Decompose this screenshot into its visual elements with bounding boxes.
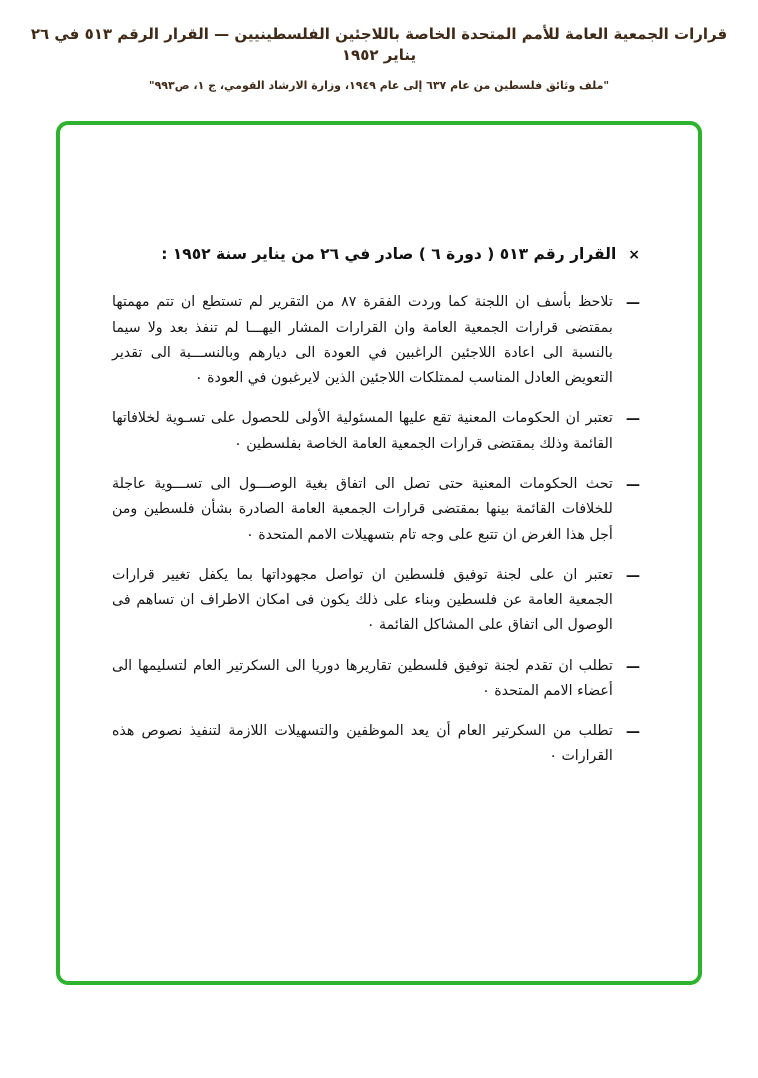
paragraph-text: تحث الحكومات المعنية حتى تصل الى اتفاق بغية الوصـــول الى تســـوية عاجلة للخلافات القائمة بينها بمقتضى قرارات الجمعية العامة الصادرة بشأن فلسطين ومن أجل هذا الغرض ان تتبع على وجه تام بتسهيلات الامم المتحدة ٠ [112,475,613,543]
paragraph [112,719,640,770]
page-header [0,24,758,93]
dash-marker: — [625,411,640,428]
paragraph [112,654,640,705]
paragraph-text: تعتبر ان الحكومات المعنية تقع عليها المسئولية الأولى للحصول على تسـوية لخلافاتها القائمة وذلك بمقتضى قرارات الجمعية العامة الخاصة بفلسطين ٠ [112,410,613,452]
paragraph-text: تعتبر ان على لجنة توفيق فلسطين ان تواصل مجهوداتها بما يكفل تغيير قرارات الجمعية العامة عن فلسطين وبناء على ذلك يكون فى امكان الاطراف ان تساهم فى الوصول الى اتفاق على المشاكل القائمة ٠ [112,566,613,634]
document-content [60,125,698,770]
resolution-title: القرار رقم ٥١٣ ( دورة ٦ ) صادر في ٢٦ من يناير سنة ١٩٥٢ : [161,245,617,263]
paragraph [112,563,640,639]
paragraph [112,406,640,457]
dash-marker: — [625,476,640,493]
paragraph-text: تلاحظ بأسف ان اللجنة كما وردت الفقرة ٨٧ من التقرير لم تستطع ان تتم مهمتها بمقتضى قرارات الجمعية العامة وان القرارات المشار اليهـــا لم تنفذ بعد ولا سيما بالنسبة الى اعادة اللاجئين الراغبين في العودة الى ديارهم وبالنســـبة الى تقدير التعويض العادل المناسب لممتلكات اللاجئين الذين لايرغبون في العودة ٠ [112,294,613,387]
paragraph-text: تطلب من السكرتير العام أن يعد الموظفين والتسهيلات اللازمة لتنفيذ نصوص هذه القرارات ٠ [112,723,613,765]
header-source-citation: "ملف وثائق فلسطين من عام ٦٣٧ إلى عام ١٩٤٩، وزارة الارشاد القومي، ج ١، ص٩٩٣" [148,79,610,92]
dash-marker: — [625,658,640,675]
dash-marker: — [625,724,640,741]
dash-marker: — [625,567,640,584]
document-frame [56,121,702,985]
paragraph [112,472,640,548]
header-title: قرارات الجمعية العامة للأمم المتحدة الخاصة باللاجئين الفلسطينيين — القرار الرقم ٥١٣ في ٢٦ يناير ١٩٥٢ [30,25,728,64]
title-x-marker: × [628,247,640,263]
paragraph [112,290,640,391]
resolution-title-line [112,243,640,266]
paragraph-text: تطلب ان تقدم لجنة توفيق فلسطين تقاريرها دوريا الى السكرتير العام لتسليمها الى أعضاء الامم المتحدة ٠ [112,657,613,699]
dash-marker: — [625,295,640,312]
